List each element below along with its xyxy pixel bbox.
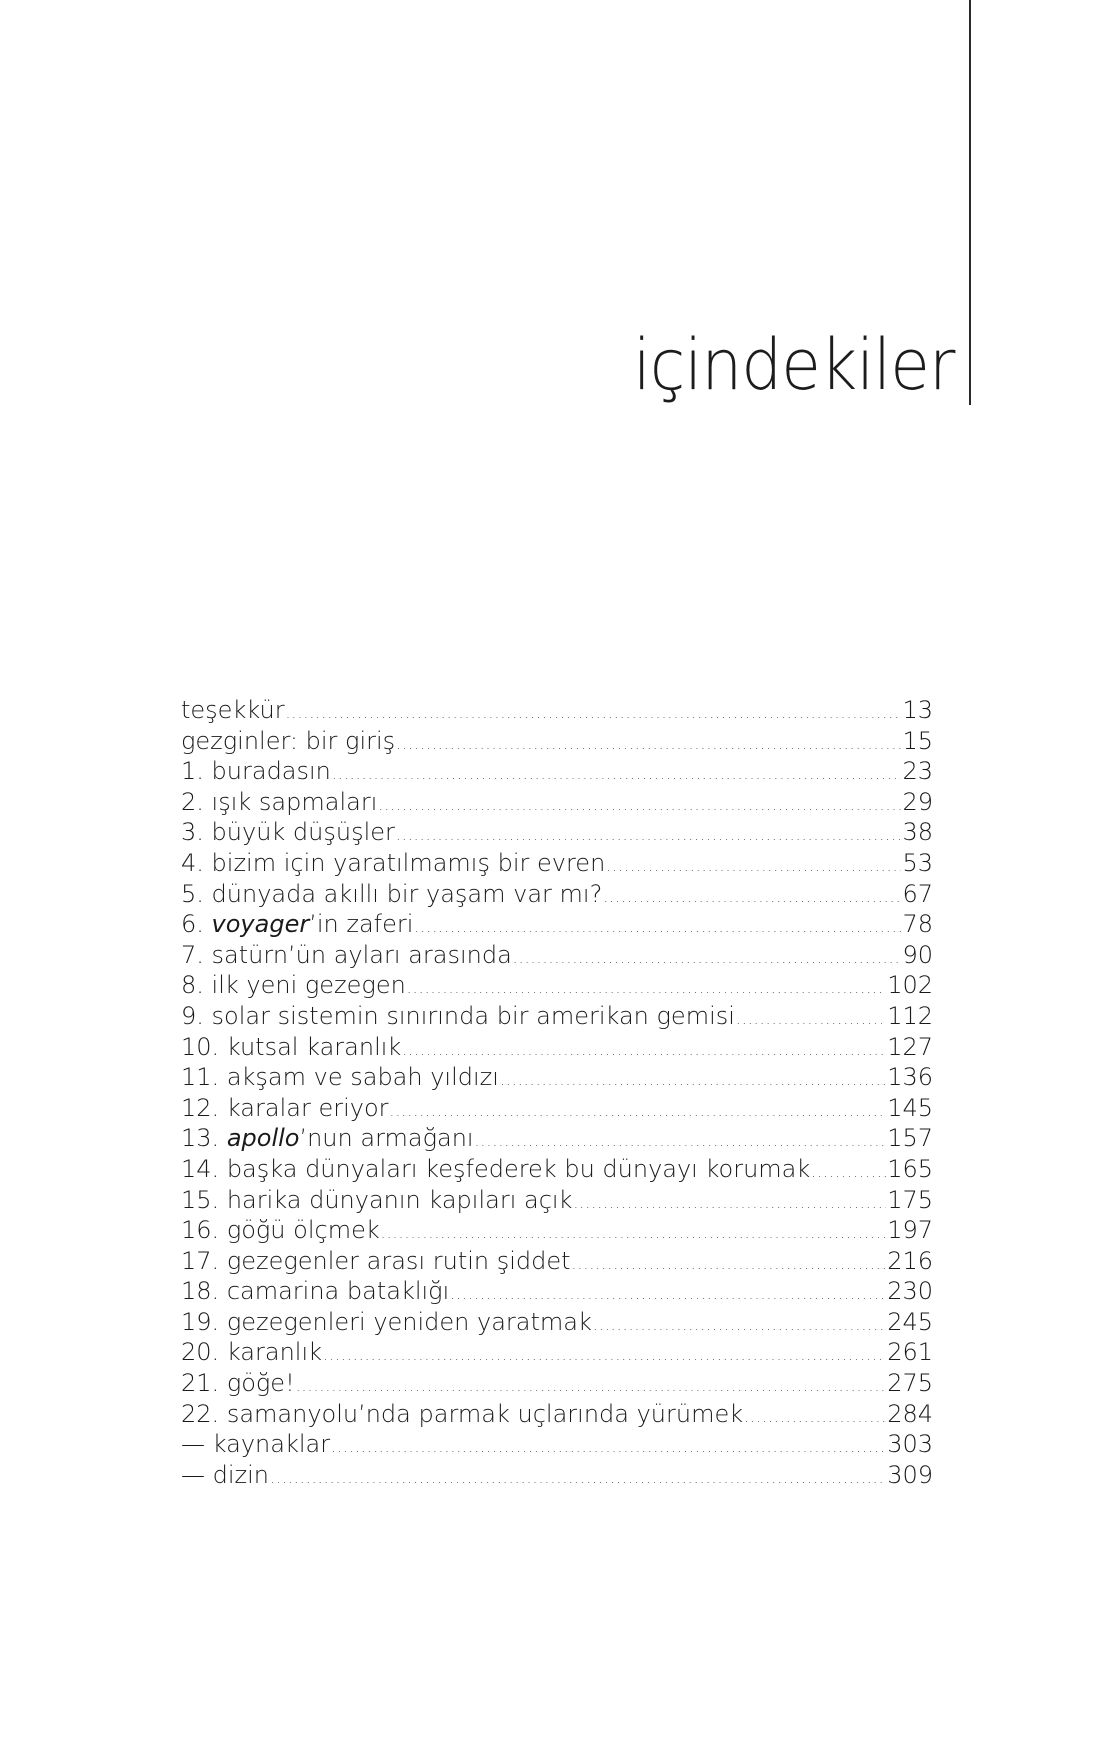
page-title: içindekiler: [633, 324, 955, 406]
table-of-contents: [181, 696, 933, 1491]
toc-entry-number: 13.: [181, 1124, 220, 1153]
toc-entry-number: 12.: [181, 1093, 220, 1122]
toc-entry-title: karanlık: [226, 1338, 323, 1367]
toc-entry-number: 10.: [181, 1032, 220, 1061]
toc-entry-page-number: 13: [902, 696, 933, 724]
toc-entry: [181, 971, 933, 1002]
toc-entry-title-rest: ’nun armağanı: [299, 1124, 474, 1153]
toc-entry-page-number: 284: [887, 1399, 933, 1428]
dot-leader: [396, 735, 901, 753]
toc-entry-label: [181, 849, 605, 877]
toc-entry-page-number: 102: [887, 971, 933, 1000]
toc-entry-label: [181, 727, 395, 755]
toc-entry-page-number: 165: [887, 1154, 933, 1183]
dot-leader: [573, 1194, 886, 1212]
toc-entry-label: [181, 818, 395, 846]
toc-entry: [181, 1033, 933, 1064]
toc-entry-page-number: 29: [902, 787, 933, 816]
toc-entry: [181, 788, 933, 819]
toc-entry: [181, 1155, 933, 1186]
toc-entry-title: gezegenler arası rutin şiddet: [226, 1246, 571, 1275]
toc-entry-title: büyük düşüşler: [211, 818, 395, 847]
toc-entry: [181, 1369, 933, 1400]
toc-entry-number: 17.: [181, 1246, 220, 1275]
toc-entry-title: dizin: [212, 1460, 270, 1489]
dot-leader: [270, 1469, 886, 1487]
dot-leader: [572, 1255, 887, 1273]
toc-entry-number: 18.: [181, 1277, 220, 1306]
toc-entry-title: satürn’ün ayları arasında: [211, 940, 512, 969]
toc-entry-page-number: 15: [902, 726, 933, 755]
toc-entry: [181, 1247, 933, 1278]
toc-entry: [181, 941, 933, 972]
toc-entry-number: 14.: [181, 1154, 220, 1183]
dot-leader: [407, 979, 886, 997]
toc-entry-title: ilk yeni gezegen: [211, 971, 406, 1000]
toc-entry-label: [181, 1461, 269, 1489]
toc-entry-number: —: [181, 1430, 205, 1459]
toc-entry-title: bizim için yaratılmamış bir evren: [211, 848, 606, 877]
toc-entry-page-number: 245: [887, 1307, 933, 1336]
toc-entry: [181, 1186, 933, 1217]
toc-entry-number: 19.: [181, 1307, 220, 1336]
dot-leader: [323, 1346, 886, 1364]
toc-entry-title: solar sistemin sınırında bir amerikan gemisi: [211, 1001, 735, 1030]
dot-leader: [736, 1010, 886, 1028]
toc-entry-number: 2.: [181, 787, 204, 816]
toc-entry-label: [181, 1430, 330, 1458]
toc-entry: [181, 1430, 933, 1461]
dot-leader: [744, 1408, 886, 1426]
toc-entry-label: [181, 1063, 499, 1091]
toc-entry-page-number: 303: [887, 1430, 933, 1459]
dot-leader: [396, 826, 902, 844]
dot-leader: [513, 949, 902, 967]
dot-leader: [500, 1071, 886, 1089]
toc-entry-title: dünyada akıllı bir yaşam var mı?: [211, 879, 603, 908]
vertical-rule: [969, 0, 971, 405]
toc-entry: [181, 727, 933, 758]
toc-entry: [181, 1216, 933, 1247]
toc-entry-number: 7.: [181, 940, 204, 969]
dot-leader: [390, 1102, 887, 1120]
toc-entry-title: teşekkür: [181, 696, 285, 724]
toc-entry-label: [181, 757, 331, 785]
toc-entry-number: 11.: [181, 1063, 220, 1092]
toc-entry: [181, 1124, 933, 1155]
dot-leader: [381, 1224, 886, 1242]
dot-leader: [606, 857, 901, 875]
toc-entry-number: 15.: [181, 1185, 220, 1214]
toc-entry-title: samanyolu’nda parmak uçlarında yürümek: [226, 1399, 744, 1428]
toc-entry: [181, 1400, 933, 1431]
dot-leader: [450, 1285, 886, 1303]
dot-leader: [286, 704, 902, 722]
toc-entry-label: [181, 910, 413, 938]
dot-leader: [331, 1438, 886, 1456]
toc-entry-title: gezegenleri yeniden yaratmak: [226, 1307, 592, 1336]
toc-entry-label: [181, 1124, 474, 1152]
toc-entry-label: [181, 1247, 571, 1275]
toc-entry-title: akşam ve sabah yıldızı: [226, 1063, 499, 1092]
toc-entry-label: [181, 696, 285, 724]
toc-entry-label: [181, 788, 377, 816]
toc-entry: [181, 1308, 933, 1339]
toc-entry-title: kaynaklar: [212, 1430, 331, 1459]
toc-entry-page-number: 78: [902, 910, 933, 939]
toc-entry-label: [181, 880, 602, 908]
toc-entry-label: [181, 1002, 735, 1030]
toc-entry: [181, 818, 933, 849]
toc-entry-title: karalar eriyor: [226, 1093, 389, 1122]
toc-entry-number: 9.: [181, 1001, 204, 1030]
toc-entry-number: 21.: [181, 1369, 220, 1398]
toc-entry-label: [181, 1400, 743, 1428]
toc-entry: [181, 849, 933, 880]
toc-entry-number: 20.: [181, 1338, 220, 1367]
toc-entry-page-number: 53: [902, 848, 933, 877]
toc-entry-number: 3.: [181, 818, 204, 847]
toc-entry-page-number: 275: [887, 1369, 933, 1398]
toc-entry-label: [181, 1033, 401, 1061]
toc-entry-number: 6.: [181, 910, 204, 939]
toc-entry: [181, 1063, 933, 1094]
toc-entry-number: 16.: [181, 1216, 220, 1245]
toc-entry-page-number: 175: [887, 1185, 933, 1214]
toc-entry-page-number: 90: [902, 940, 933, 969]
toc-entry-title-italic: apollo: [226, 1124, 300, 1153]
toc-entry-title: kutsal karanlık: [226, 1032, 402, 1061]
toc-entry-title: gezginler: bir giriş: [181, 726, 396, 755]
toc-entry-label: [181, 941, 512, 969]
toc-entry: [181, 910, 933, 941]
dot-leader: [332, 765, 902, 783]
toc-entry-title: camarina bataklığı: [226, 1277, 450, 1306]
toc-entry: [181, 1002, 933, 1033]
toc-entry-number: 4.: [181, 848, 204, 877]
dot-leader: [811, 1163, 886, 1181]
toc-entry-page-number: 261: [887, 1338, 933, 1367]
toc-entry-page-number: 23: [902, 757, 933, 786]
toc-entry-number: 8.: [181, 971, 204, 1000]
toc-entry: [181, 1461, 933, 1492]
dot-leader: [475, 1132, 887, 1150]
toc-entry-label: [181, 1186, 572, 1214]
toc-entry-page-number: 38: [902, 818, 933, 847]
toc-entry-title-italic: voyager: [211, 910, 310, 939]
toc-entry-number: —: [181, 1460, 205, 1489]
toc-entry-page-number: 230: [887, 1277, 933, 1306]
dot-leader: [603, 888, 901, 906]
toc-entry: [181, 1094, 933, 1125]
dot-leader: [593, 1316, 886, 1334]
toc-entry-page-number: 127: [887, 1032, 933, 1061]
toc-entry: [181, 880, 933, 911]
toc-entry-page-number: 67: [902, 879, 933, 908]
toc-entry-page-number: 145: [887, 1093, 933, 1122]
toc-entry-page-number: 216: [887, 1246, 933, 1275]
dot-leader: [414, 918, 901, 936]
toc-entry-label: [181, 1094, 389, 1122]
toc-entry-number: 22.: [181, 1399, 220, 1428]
toc-entry-title: göğe!: [226, 1369, 295, 1398]
toc-entry-label: [181, 1338, 322, 1366]
toc-entry-title: ışık sapmaları: [211, 787, 378, 816]
toc-entry-title: harika dünyanın kapıları açık: [226, 1185, 573, 1214]
toc-entry-label: [181, 971, 406, 999]
toc-entry-title-rest: ’in zaferi: [309, 910, 414, 939]
toc-entry: [181, 696, 933, 727]
toc-entry: [181, 1338, 933, 1369]
toc-entry-label: [181, 1369, 295, 1397]
toc-entry-title: başka dünyaları keşfederek bu dünyayı korumak: [226, 1154, 811, 1183]
toc-entry-title: göğü ölçmek: [226, 1216, 380, 1245]
toc-entry-label: [181, 1216, 380, 1244]
toc-entry: [181, 757, 933, 788]
toc-entry-label: [181, 1277, 449, 1305]
toc-entry-title: buradasın: [211, 757, 331, 786]
dot-leader: [296, 1377, 887, 1395]
dot-leader: [402, 1041, 886, 1059]
toc-entry-number: 5.: [181, 879, 204, 908]
toc-entry-page-number: 197: [887, 1216, 933, 1245]
toc-entry-number: 1.: [181, 757, 204, 786]
toc-entry-page-number: 112: [887, 1001, 933, 1030]
toc-entry-page-number: 136: [887, 1063, 933, 1092]
toc-entry-label: [181, 1155, 810, 1183]
toc-entry-label: [181, 1308, 592, 1336]
toc-entry-page-number: 157: [887, 1124, 933, 1153]
toc-entry: [181, 1277, 933, 1308]
dot-leader: [378, 796, 901, 814]
toc-entry-page-number: 309: [887, 1460, 933, 1489]
